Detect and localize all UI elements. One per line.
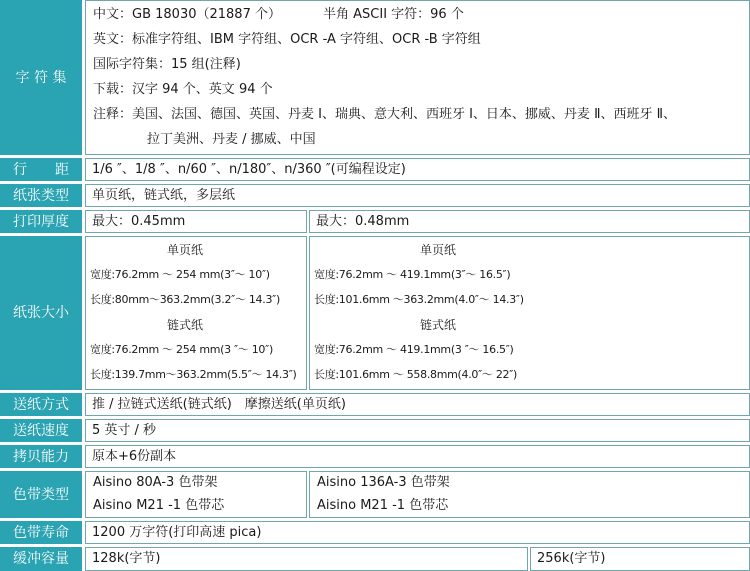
size-right-single-width: 宽度:76.2mm ～ 419.1mm(3″～ 16.5″) bbox=[314, 268, 511, 281]
label-ribbon-life: 色带寿命 bbox=[0, 521, 82, 544]
buffer-right: 256k(字节) bbox=[530, 547, 750, 571]
label-ribbon-type: 色带类型 bbox=[0, 471, 82, 518]
thickness-right: 最大：0.48mm bbox=[309, 210, 750, 233]
label-copy: 拷贝能力 bbox=[0, 445, 82, 468]
label-charset: 字 符 集 bbox=[0, 0, 82, 155]
paper-size-left bbox=[85, 236, 307, 390]
size-right-chain-title: 链式纸 bbox=[420, 318, 457, 332]
thickness-left: 最大：0.45mm bbox=[85, 210, 307, 233]
size-right-single-title: 单页纸 bbox=[420, 243, 457, 257]
buffer-left: 128k(字节) bbox=[85, 547, 528, 571]
paper-type-value: 单页纸，链式纸，多层纸 bbox=[85, 184, 750, 207]
ribbon-right-core: Aisino M21 -1 色带芯 bbox=[317, 498, 449, 513]
size-left-chain-title: 链式纸 bbox=[167, 318, 204, 332]
charset-note-line1: 注释：美国、法国、德国、英国、丹麦 Ⅰ、瑞典、意大利、西班牙 Ⅰ、日本、挪威、丹麦 Ⅱ、西班牙 Ⅱ、 bbox=[93, 107, 676, 122]
ribbon-life-value: 1200 万字符(打印高速 pica) bbox=[85, 521, 750, 544]
label-paper-size: 纸张大小 bbox=[0, 236, 82, 390]
ribbon-left-holder: Aisino 80A-3 色带架 bbox=[93, 475, 218, 490]
charset-english: 英文：标准字符组、IBM 字符组、OCR -A 字符组、OCR -B 字符组 bbox=[93, 32, 481, 47]
ribbon-left-core: Aisino M21 -1 色带芯 bbox=[93, 498, 225, 513]
size-left-single-length: 长度:80mm～363.2mm(3.2″～ 14.3″) bbox=[90, 293, 280, 306]
size-left-chain-width: 宽度:76.2mm ～ 254 mm(3 ″～ 10″) bbox=[90, 343, 273, 356]
size-left-single-width: 宽度:76.2mm ～ 254 mm(3″～ 10″) bbox=[90, 268, 270, 281]
ribbon-left bbox=[85, 471, 307, 518]
copy-value: 原本+6份副本 bbox=[85, 445, 750, 468]
size-left-chain-length: 长度:139.7mm～363.2mm(5.5″～ 14.3″) bbox=[90, 368, 297, 381]
line-spacing-value: 1/6 ″、1/8 ″、n/60 ″、n/180″、n/360 ″(可编程设定) bbox=[85, 158, 750, 181]
charset-download: 下载：汉字 94 个、英文 94 个 bbox=[93, 82, 273, 97]
size-right-chain-length: 长度:101.6mm ～ 558.8mm(4.0″～ 22″) bbox=[314, 368, 518, 381]
charset-half-ascii: 半角 ASCII 字符：96 个 bbox=[323, 7, 464, 22]
charset-cell bbox=[85, 0, 750, 155]
size-right-single-length: 长度:101.6mm ～363.2mm(4.0″～ 14.3″) bbox=[314, 293, 524, 306]
size-left-single-title: 单页纸 bbox=[167, 243, 204, 257]
label-feed-speed: 送纸速度 bbox=[0, 419, 82, 442]
label-feed-method: 送纸方式 bbox=[0, 393, 82, 416]
paper-size-right bbox=[309, 236, 750, 390]
feed-speed-value: 5 英寸 / 秒 bbox=[85, 419, 750, 442]
label-line-spacing: 行 距 bbox=[0, 158, 82, 181]
label-paper-type: 纸张类型 bbox=[0, 184, 82, 207]
ribbon-right bbox=[309, 471, 750, 518]
feed-method-value: 推 / 拉链式送纸(链式纸) 摩擦送纸(单页纸) bbox=[85, 393, 750, 416]
label-buffer: 缓冲容量 bbox=[0, 547, 82, 571]
charset-intl: 国际字符集：15 组(注释) bbox=[93, 57, 241, 72]
ribbon-right-holder: Aisino 136A-3 色带架 bbox=[317, 475, 450, 490]
size-right-chain-width: 宽度:76.2mm ～ 419.1mm(3 ″～ 16.5″) bbox=[314, 343, 514, 356]
charset-note-line2: 拉丁美洲、丹麦 / 挪威、中国 bbox=[147, 132, 316, 147]
charset-chinese: 中文：GB 18030（21887 个） bbox=[93, 7, 281, 22]
label-print-thickness: 打印厚度 bbox=[0, 210, 82, 233]
